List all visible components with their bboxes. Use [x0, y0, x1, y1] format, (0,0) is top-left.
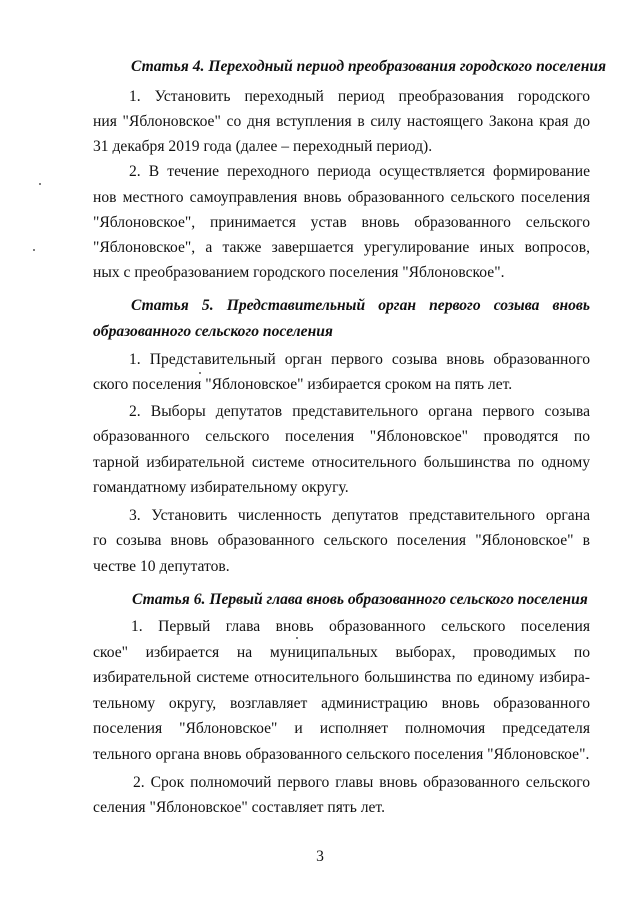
- article-5-heading-line-1: Статья 5. Представительный орган первого созыва вновь: [131, 297, 590, 314]
- article-5-para-2-line-1: 2. Выборы депутатов представительного органа первого созыва: [129, 403, 590, 420]
- article-5-para-3-line-3: честве 10 депутатов.: [93, 558, 230, 575]
- article-5-para-1-line-2: ского поселения "Яблоновское" избирается сроком на пять лет.: [93, 376, 513, 393]
- page-number: 3: [316, 848, 324, 865]
- article-4-para-2-line-1: 2. В течение переходного периода осуществляется формирование: [129, 163, 590, 180]
- article-4-para-2-line-4: "Яблоновское", а также завершается урегулирование иных вопросов,: [93, 239, 590, 256]
- article-4-para-2-line-5: ных с преобразованием городского поселения "Яблоновское".: [93, 264, 505, 281]
- scan-speck: [199, 372, 201, 374]
- article-5-para-2-line-4: гомандатному избирательному округу.: [93, 479, 349, 496]
- article-6-para-1-line-3: избирательной системе относительного большинства по единому избира-: [93, 669, 590, 686]
- article-6-para-1-line-1: 1. Первый глава вновь образованного сельского поселения: [131, 618, 590, 635]
- article-4-para-1-line-3: 31 декабря 2019 года (далее – переходный период).: [93, 138, 433, 155]
- article-6-para-2-line-2: селения "Яблоновское" составляет пять лет.: [93, 799, 385, 816]
- article-4-para-2-line-3: "Яблоновское", принимается устав вновь образованного сельского: [93, 214, 590, 231]
- article-4-para-2-line-2: нов местного самоуправления вновь образованного сельского поселения: [93, 189, 590, 206]
- article-6-para-1-line-5: поселения "Яблоновское" и исполняет полномочия председателя: [93, 720, 590, 737]
- article-6-heading: Статья 6. Первый глава вновь образованного сельского поселения: [132, 591, 588, 608]
- scan-speck: [39, 183, 41, 185]
- article-5-para-3-line-2: го созыва вновь образованного сельского поселения "Яблоновское" в: [93, 532, 590, 549]
- scan-speck: [296, 637, 298, 639]
- article-4-para-1-line-2: ния "Яблоновское" со дня вступления в силу настоящего Закона края до: [93, 113, 590, 130]
- article-6-para-1-line-6: тельного органа вновь образованного сельского поселения "Яблоновское".: [93, 746, 590, 763]
- article-4-para-1-line-1: 1. Установить переходный период преобразования городского: [129, 88, 590, 105]
- article-6-para-2-line-1: 2. Срок полномочий первого главы вновь образованного сельского: [133, 774, 590, 791]
- article-5-para-3-line-1: 3. Установить численность депутатов представительного органа: [129, 507, 590, 524]
- article-5-para-2-line-3: тарной избирательной системе относительного большинства по одному: [93, 454, 590, 471]
- article-6-para-1-line-4: тельному округу, возглавляет администрацию вновь образованного: [93, 695, 590, 712]
- article-4-heading: Статья 4. Переходный период преобразования городского поселения: [131, 58, 607, 75]
- article-5-heading-line-2: образованного сельского поселения: [93, 323, 333, 340]
- article-5-para-2-line-2: образованного сельского поселения "Яблоновское" проводятся по: [93, 428, 590, 445]
- scan-speck: [33, 249, 35, 251]
- article-5-para-1-line-1: 1. Представительный орган первого созыва вновь образованного: [129, 351, 590, 368]
- article-6-para-1-line-2: ское" избирается на муниципальных выборах, проводимых по: [93, 644, 590, 661]
